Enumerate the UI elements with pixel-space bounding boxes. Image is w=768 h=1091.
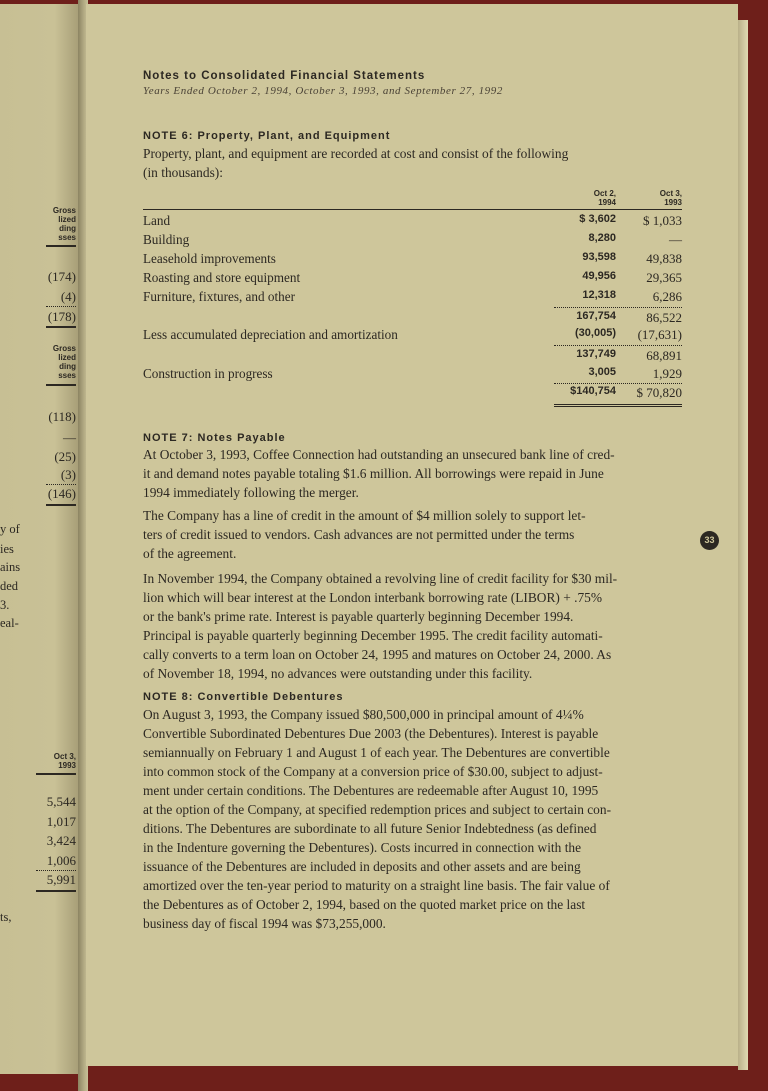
left-header-line: sses: [58, 233, 76, 242]
table-row: [86, 327, 738, 346]
note7-heading: NOTE 7: Notes Payable: [143, 432, 286, 444]
value-1993: (17,631): [637, 327, 682, 342]
note7-paragraph-1: [143, 445, 683, 502]
value-1993: —: [669, 232, 682, 247]
page-edge: [738, 20, 748, 1070]
note6-intro: [143, 144, 683, 182]
value-1993: 1,929: [652, 366, 682, 381]
left-rule: [46, 384, 76, 386]
value-1993: 68,891: [646, 348, 682, 363]
note7-paragraph-2: [143, 506, 683, 563]
row-label: Roasting and store equipment: [143, 270, 301, 285]
total-double-rule: [554, 404, 682, 407]
left-value: (25): [54, 449, 76, 464]
col-header-line: Oct 3,: [659, 189, 682, 198]
left-rule: [46, 326, 76, 328]
left-header-line: ding: [59, 224, 76, 233]
row-label: Land: [143, 213, 171, 228]
text-line: into common stock of the Company at a conversion price of $30.00, subject to adjust-: [143, 764, 603, 779]
row-label: Construction in progress: [143, 366, 273, 381]
value-1993: $ 70,820: [636, 385, 682, 400]
left-rule: [36, 773, 76, 775]
left-value: (178): [47, 309, 76, 324]
left-header-line: lized: [58, 215, 76, 224]
left-value: 5,991: [46, 872, 76, 887]
text-line: or the bank's prime rate. Interest is payable quarterly beginning December 1994.: [143, 609, 574, 624]
left-header-2: [53, 344, 76, 380]
col-header-line: 1994: [598, 198, 616, 207]
row-label: Less accumulated depreciation and amortization: [143, 327, 398, 342]
value-1994: 12,318: [582, 289, 616, 301]
left-dots: [46, 484, 76, 485]
left-text-line: y of: [0, 522, 20, 536]
left-header-line: sses: [58, 371, 76, 380]
text-line: ters of credit issued to vendors. Cash advances are not permitted under the terms: [143, 527, 575, 542]
left-text-line: eal-: [0, 616, 19, 630]
left-value: (118): [48, 409, 76, 424]
text-line: (in thousands):: [143, 165, 223, 180]
text-line: In November 1994, the Company obtained a revolving line of credit facility for $30 mil-: [143, 571, 618, 586]
left-header-1: [53, 206, 76, 242]
left-value: (4): [60, 289, 76, 304]
left-rule: [36, 890, 76, 892]
left-text-line: ains: [0, 560, 21, 574]
left-header-line: 1993: [58, 761, 76, 770]
value-1994: (30,005): [575, 327, 616, 339]
left-value: 3,424: [46, 833, 76, 848]
text-line: The Company has a line of credit in the amount of $4 million solely to support let-: [143, 508, 586, 523]
value-1994: 49,956: [582, 270, 616, 282]
table-header-rule: [143, 209, 682, 210]
note6-heading: NOTE 6: Property, Plant, and Equipment: [143, 130, 391, 142]
left-value: (3): [60, 467, 76, 482]
left-header-line: Oct 3,: [53, 752, 76, 761]
left-value: 5,544: [46, 794, 76, 809]
left-page: [0, 4, 78, 1074]
subtotal-rule: [554, 345, 682, 346]
text-line: of November 18, 1994, no advances were outstanding under this facility.: [143, 666, 533, 681]
col-header-line: 1993: [664, 198, 682, 207]
row-label: Leasehold improvements: [143, 251, 276, 266]
table-row: [86, 289, 738, 308]
text-line: At October 3, 1993, Coffee Connection had outstanding an unsecured bank line of cred-: [143, 447, 615, 462]
text-line: semiannually on February 1 and August 1 of each year. The Debentures are convertible: [143, 745, 610, 760]
col-header-line: Oct 2,: [593, 189, 616, 198]
text-line: ditions. The Debentures are subordinate to all future Senior Indebtedness (as defined: [143, 821, 597, 836]
value-1994: 167,754: [576, 310, 616, 322]
table-row: [86, 213, 738, 232]
text-line: in the Indenture governing the Debentures). Costs incurred in connection with the: [143, 840, 582, 855]
left-header-line: ding: [59, 362, 76, 371]
text-line: On August 3, 1993, the Company issued $80,500,000 in principal amount of 4¼%: [143, 707, 584, 722]
row-label: Building: [143, 232, 190, 247]
value-1993: 86,522: [646, 310, 682, 325]
text-line: issuance of the Debentures are included in deposits and other assets and are being: [143, 859, 581, 874]
page-number-badge: 33: [700, 531, 719, 550]
left-col-header: [54, 752, 76, 770]
note8-paragraph: [143, 705, 683, 933]
left-text-line: ts,: [0, 910, 12, 924]
text-line: cally converts to a term loan on October 24, 1995 and matures on October 24, 2000. As: [143, 647, 612, 662]
value-1994: 93,598: [582, 251, 616, 263]
left-dots: [36, 870, 76, 871]
text-line: business day of fiscal 1994 was $73,255,000.: [143, 916, 386, 931]
left-text-line: 3.: [0, 598, 10, 612]
page-header-subtitle: Years Ended October 2, 1994, October 3, 1993, and September 27, 1992: [143, 85, 503, 97]
text-line: amortized over the ten-year period to maturity on a straight line basis. The fair value of: [143, 878, 610, 893]
text-line: of the agreement.: [143, 546, 237, 561]
col-header-oct3-1993: [632, 189, 682, 207]
text-line: Property, plant, and equipment are recorded at cost and consist of the following: [143, 146, 569, 161]
value-1993: 6,286: [652, 289, 682, 304]
left-header-line: Gross: [52, 344, 76, 353]
left-header-line: lized: [58, 353, 76, 362]
value-1994: 3,005: [588, 366, 616, 378]
right-page: [86, 4, 738, 1066]
left-value: (174): [47, 269, 76, 284]
note7-paragraph-3: [143, 569, 683, 683]
table-row: [86, 385, 738, 404]
note8-heading: NOTE 8: Convertible Debentures: [143, 691, 344, 703]
left-value: 1,006: [46, 853, 76, 868]
text-line: 1994 immediately following the merger.: [143, 485, 359, 500]
subtotal-rule: [554, 307, 682, 308]
value-1994: $ 3,602: [579, 213, 616, 225]
left-rule: [46, 504, 76, 506]
page-header-title: Notes to Consolidated Financial Statements: [143, 70, 426, 82]
value-1994: $140,754: [570, 385, 616, 397]
left-text-line: ies: [0, 542, 14, 556]
value-1994: 137,749: [576, 348, 616, 360]
left-dots: [46, 306, 76, 307]
left-value: (146): [47, 486, 76, 501]
table-row: [86, 232, 738, 251]
table-row: [86, 251, 738, 270]
value-1994: 8,280: [588, 232, 616, 244]
text-line: the Debentures as of October 2, 1994, based on the quoted market price on the last: [143, 897, 586, 912]
value-1993: $ 1,033: [643, 213, 682, 228]
value-1993: 29,365: [646, 270, 682, 285]
table-row: [86, 348, 738, 367]
left-value: —: [63, 430, 76, 445]
total-rule: [554, 383, 682, 384]
text-line: Convertible Subordinated Debentures Due 2003 (the Debentures). Interest is payable: [143, 726, 599, 741]
text-line: it and demand notes payable totaling $1.6 million. All borrowings were repaid in June: [143, 466, 604, 481]
row-label: Furniture, fixtures, and other: [143, 289, 295, 304]
value-1993: 49,838: [646, 251, 682, 266]
text-line: ment under certain conditions. The Debentures are redeemable after August 10, 1995: [143, 783, 599, 798]
text-line: lion which will bear interest at the London interbank borrowing rate (LIBOR) + .75%: [143, 590, 602, 605]
left-value: 1,017: [46, 814, 76, 829]
table-row: [86, 270, 738, 289]
left-rule: [46, 245, 76, 247]
col-header-oct2-1994: [566, 189, 616, 207]
left-header-line: Gross: [52, 206, 76, 215]
text-line: Principal is payable quarterly beginning December 1995. The credit facility automati-: [143, 628, 603, 643]
left-text-line: ded: [0, 579, 19, 593]
text-line: at the option of the Company, at specified redemption prices and subject to certain con-: [143, 802, 612, 817]
